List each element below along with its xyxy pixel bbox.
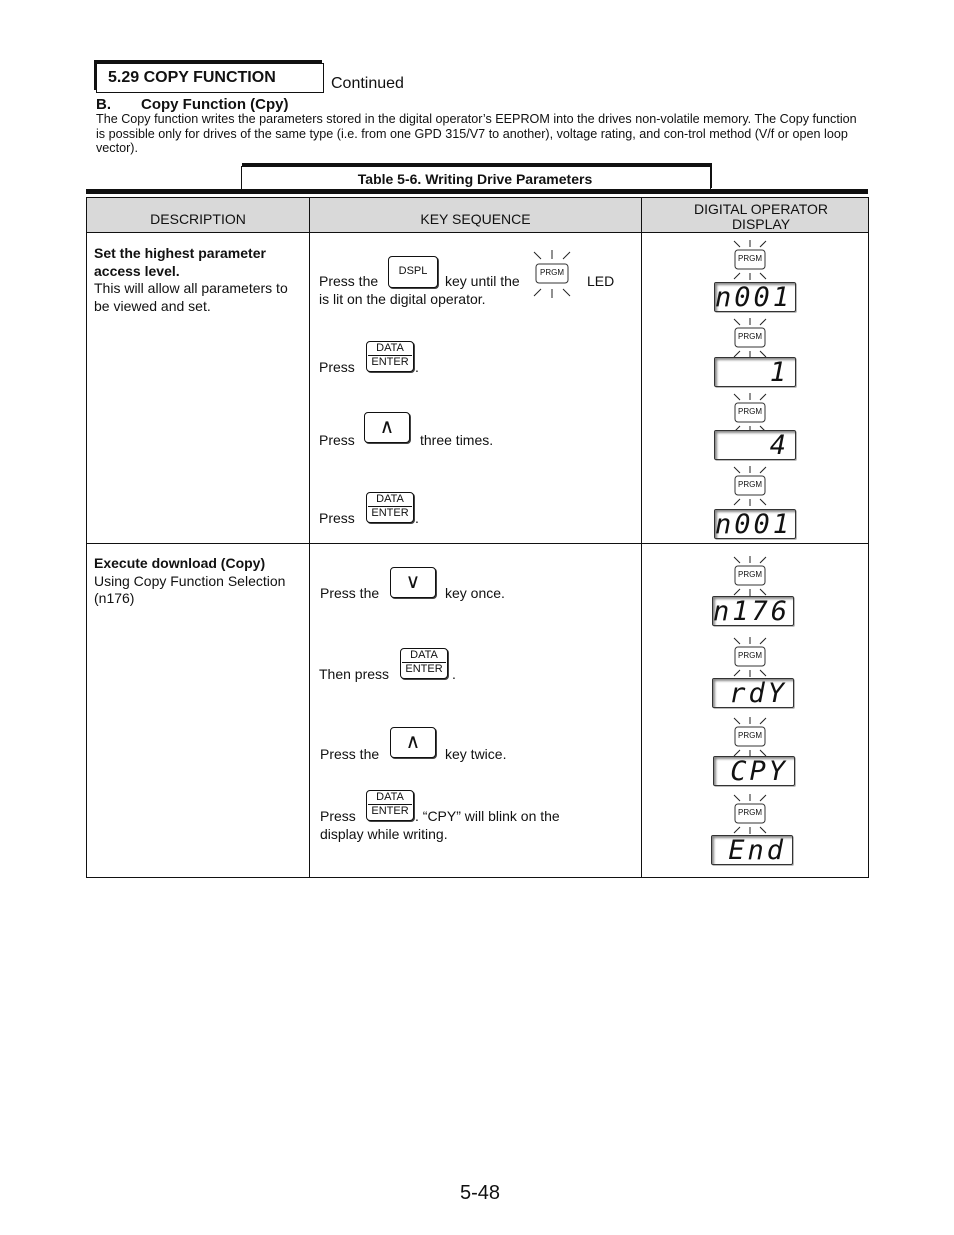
operator-display: 4 (714, 430, 796, 460)
step-text: Press (319, 510, 355, 526)
led-label: PRGM (738, 254, 762, 263)
section-title: 5.29 COPY FUNCTION (108, 69, 276, 86)
down-arrow-key: ∨ (390, 567, 436, 598)
data-enter-key (400, 648, 448, 679)
row2-desc-text: Using Copy Function Selection (n176) (94, 572, 286, 606)
step-text: Press (319, 432, 355, 448)
step-text: Press (320, 808, 356, 824)
up-arrow-key: ∧ (390, 727, 436, 758)
prgm-led-icon (731, 466, 769, 506)
header-description: DESCRIPTION (150, 211, 246, 227)
step-text: LED (587, 273, 615, 289)
data-enter-key (366, 341, 414, 372)
row1-description (94, 245, 299, 315)
step-text: display while writing. (320, 826, 448, 842)
key-label-enter: ENTER (371, 356, 409, 368)
operator-display: End (711, 835, 793, 865)
led-label: PRGM (738, 332, 762, 341)
prgm-led-icon (528, 250, 576, 298)
step-text: key once. (445, 585, 505, 601)
step-text: . (415, 510, 419, 526)
prgm-led-icon (731, 717, 769, 757)
row1-desc-text: This will allow all parameters to be viewed and set. (94, 280, 288, 314)
operator-display: n001 (714, 282, 796, 312)
step-text: key until the (445, 273, 520, 289)
subsection-label: B. (96, 96, 111, 113)
data-enter-key (366, 492, 414, 523)
key-label-enter: ENTER (371, 805, 409, 817)
led-label: PRGM (738, 570, 762, 579)
row1-desc-bold: Set the highest parameter access level. (94, 245, 266, 279)
up-arrow-key: ∧ (364, 412, 410, 443)
header-key-sequence: KEY SEQUENCE (420, 211, 531, 227)
row-divider (87, 543, 868, 544)
step-text: key twice. (445, 746, 507, 762)
step-text: Press the (320, 746, 380, 762)
header-divider (87, 232, 868, 233)
step-text: . “CPY” will blink on the (415, 808, 560, 824)
step-text: . (452, 666, 456, 682)
prgm-led-icon (731, 637, 769, 677)
led-label: PRGM (738, 407, 762, 416)
table-top-bar (86, 189, 868, 194)
operator-display: n176 (712, 596, 794, 626)
prgm-led-icon (731, 240, 769, 280)
step-text: Press (319, 359, 355, 375)
column-divider (641, 198, 642, 877)
operator-display: CPY (713, 756, 795, 786)
operator-display: n001 (714, 509, 796, 539)
step-text: Press the (319, 273, 379, 289)
key-label-enter: ENTER (405, 663, 443, 675)
key-label-enter: ENTER (371, 507, 409, 519)
led-label: PRGM (738, 808, 762, 817)
led-label: PRGM (738, 480, 762, 489)
step-text: . (415, 359, 419, 375)
key-label-data: DATA (376, 342, 404, 354)
operator-display: 1 (714, 357, 796, 387)
row2-description (94, 555, 299, 608)
header-display: DIGITAL OPERATOR DISPLAY (693, 201, 829, 232)
key-label-data: DATA (376, 791, 404, 803)
step-text: is lit on the digital operator. (319, 291, 486, 307)
prgm-led-icon (731, 556, 769, 596)
key-label-data: DATA (376, 493, 404, 505)
data-enter-key (366, 790, 414, 821)
step-text: three times. (420, 432, 494, 448)
dspl-key: DSPL (388, 256, 438, 288)
operator-display: rdY (712, 678, 794, 708)
section-continued: Continued (331, 75, 404, 92)
step-text: Press the (320, 585, 380, 601)
key-label-data: DATA (410, 649, 438, 661)
step-text: Then press (319, 666, 390, 682)
column-divider (309, 198, 310, 877)
led-label: PRGM (540, 268, 564, 277)
led-label: PRGM (738, 731, 762, 740)
led-label: PRGM (738, 651, 762, 660)
page-number: 5-48 (460, 1182, 501, 1204)
subsection-heading (96, 96, 288, 113)
prgm-led-icon (731, 318, 769, 358)
intro-paragraph: The Copy function writes the parameters stored in the digital operator’s EEPROM into the drives non-volatile memory. The Copy function is possible only for drives of the same type (i.e. from one GPD 315/V7 to another), voltage rating, and con-trol method (V/f or open loop vector). (96, 112, 857, 156)
prgm-led-icon (731, 794, 769, 834)
table-caption: Table 5-6. Writing Drive Parameters (357, 171, 593, 187)
row2-desc-bold: Execute download (Copy) (94, 555, 266, 571)
prgm-led-icon (731, 393, 769, 433)
subsection-title: Copy Function (Cpy) (141, 96, 289, 113)
